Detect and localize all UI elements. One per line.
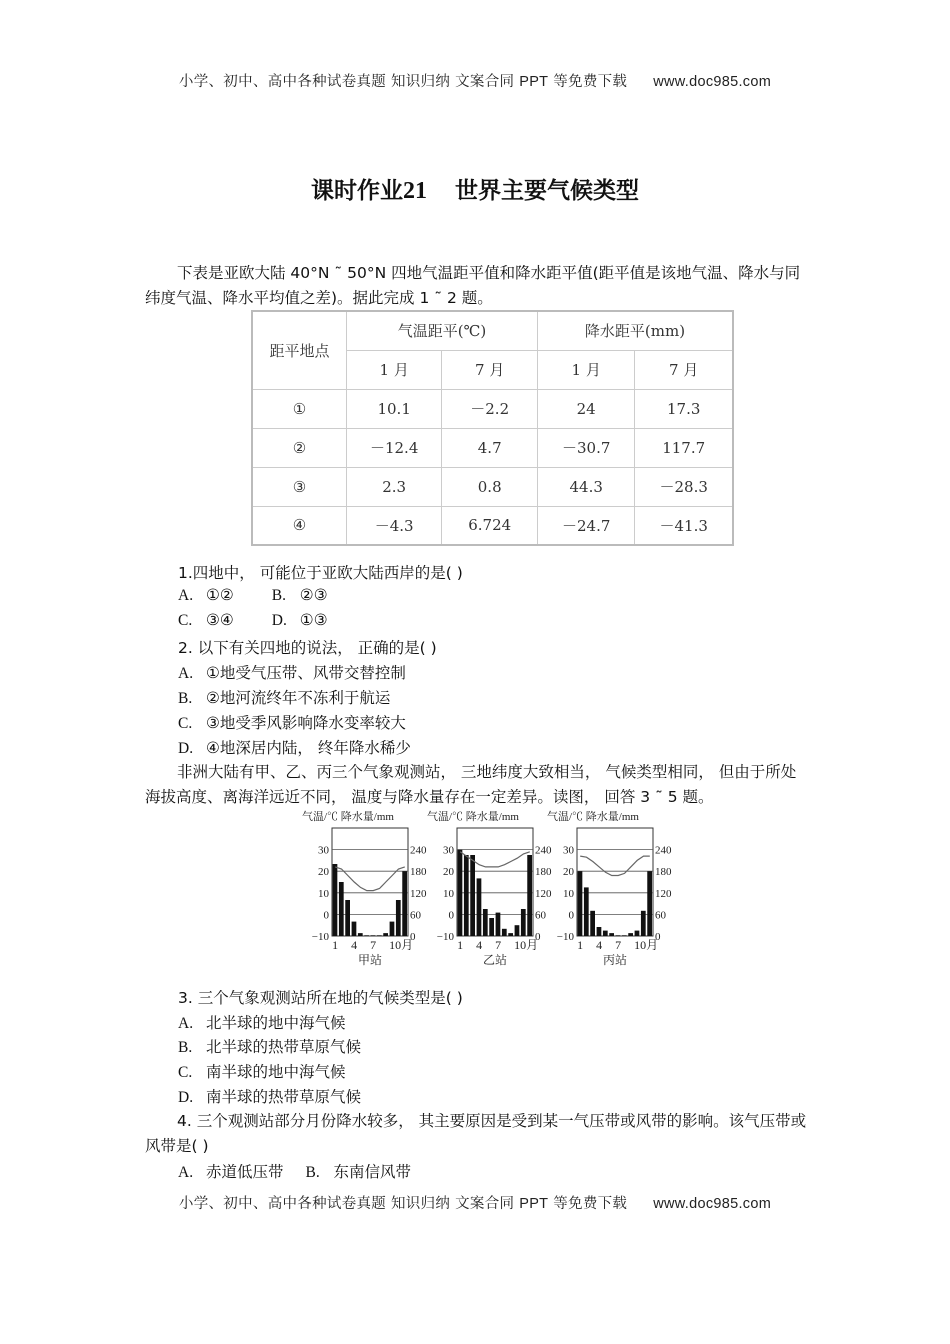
question-3-option-a[interactable] bbox=[178, 1011, 346, 1033]
intro-2-text: 非洲大陆有甲、乙、丙三个气象观测站， 三地纬度大致相当， 气候类型相同， 但由于所处海拔高度、离海洋远近不同， 温度与降水量存在一定差异。读图， 回答 3 ˜ 5 题。 bbox=[145, 763, 797, 806]
svg-text:乙站: 乙站 bbox=[482, 953, 508, 967]
table-row bbox=[252, 389, 733, 428]
table-cell: 4.7 bbox=[442, 428, 538, 467]
option-text[interactable]: ①② bbox=[206, 586, 234, 604]
table-cell: 17.3 bbox=[635, 389, 733, 428]
option-label: A. bbox=[178, 665, 194, 682]
table-cell: 2.3 bbox=[346, 467, 441, 506]
svg-text:4: 4 bbox=[476, 938, 483, 952]
svg-text:−10: −10 bbox=[311, 931, 329, 943]
svg-text:1: 1 bbox=[332, 938, 339, 952]
svg-text:甲站: 甲站 bbox=[357, 953, 383, 967]
option-text[interactable]: 东南信风带 bbox=[333, 1163, 412, 1181]
option-label: B. bbox=[178, 690, 193, 707]
question-2-stem: 2. 以下有关四地的说法， 正确的是( ) bbox=[178, 639, 437, 657]
question-3-option-b[interactable] bbox=[178, 1035, 361, 1057]
svg-text:丙站: 丙站 bbox=[602, 953, 628, 967]
svg-text:7: 7 bbox=[370, 938, 377, 952]
intro-1-text: 下表是亚欧大陆 40°N ˜ 50°N 四地气温距平值和降水距平值(距平值是该地气温、降水与同纬度气温、降水平均值之差)。据此完成 1 ˜ 2 题。 bbox=[145, 264, 801, 307]
table-cell-site: ④ bbox=[252, 506, 346, 545]
option-label: D. bbox=[178, 740, 194, 757]
table-row bbox=[252, 467, 733, 506]
table-cell: 24 bbox=[538, 389, 635, 428]
svg-text:30: 30 bbox=[318, 844, 329, 857]
svg-text:0: 0 bbox=[448, 909, 454, 922]
question-2-option-b[interactable] bbox=[178, 686, 390, 708]
svg-text:10月: 10月 bbox=[514, 938, 539, 952]
table-group-header-temp: 气温距平(℃) bbox=[346, 311, 537, 350]
option-text: 北半球的地中海气候 bbox=[206, 1014, 346, 1032]
option-text[interactable]: ①③ bbox=[299, 611, 328, 629]
footer-ppt: PPT bbox=[519, 1196, 549, 1212]
page-title bbox=[0, 172, 950, 205]
question-3-stem: 3. 三个气象观测站所在地的气候类型是( ) bbox=[178, 989, 463, 1007]
svg-text:180: 180 bbox=[410, 866, 427, 879]
svg-text:0: 0 bbox=[655, 931, 661, 943]
svg-text:10: 10 bbox=[563, 887, 574, 900]
svg-text:180: 180 bbox=[655, 866, 672, 879]
footer-text2: 等免费下载 bbox=[548, 1196, 628, 1212]
table-cell: 6.724 bbox=[442, 506, 538, 545]
table-cell: 0.8 bbox=[442, 467, 538, 506]
table-cell-site: ① bbox=[252, 389, 346, 428]
svg-text:气温/℃ 降水量/mm: 气温/℃ 降水量/mm bbox=[427, 811, 519, 823]
svg-text:0: 0 bbox=[535, 931, 541, 943]
svg-text:10: 10 bbox=[443, 887, 454, 900]
svg-text:240: 240 bbox=[535, 844, 552, 857]
svg-text:−10: −10 bbox=[436, 931, 454, 943]
climate-chart-yi bbox=[425, 808, 555, 973]
question-3-option-d[interactable] bbox=[178, 1085, 361, 1107]
table-subheader: 7 月 bbox=[442, 350, 538, 389]
page-header bbox=[0, 70, 950, 91]
header-ppt: PPT bbox=[519, 74, 549, 90]
option-text[interactable]: ③④ bbox=[206, 611, 234, 629]
question-4-text: 4. 三个观测站部分月份降水较多， 其主要原因是受到某一气压带或风带的影响。该气压带或风带是( ) bbox=[145, 1112, 807, 1155]
option-label: A. bbox=[178, 587, 194, 604]
question-1-options-row-1 bbox=[178, 586, 328, 605]
svg-text:1: 1 bbox=[577, 938, 584, 952]
intro-paragraph-1 bbox=[145, 261, 807, 311]
option-text[interactable]: ②③ bbox=[299, 586, 328, 604]
question-2-option-c[interactable] bbox=[178, 711, 406, 733]
table-cell: －28.3 bbox=[635, 467, 733, 506]
svg-text:气温/℃ 降水量/mm: 气温/℃ 降水量/mm bbox=[302, 811, 394, 823]
table-subheader: 1 月 bbox=[538, 350, 635, 389]
option-label: B. bbox=[305, 1164, 320, 1181]
table-subheader: 7 月 bbox=[635, 350, 733, 389]
svg-text:0: 0 bbox=[568, 909, 574, 922]
option-text: ③地受季风影响降水变率较大 bbox=[206, 714, 406, 732]
svg-text:0: 0 bbox=[410, 931, 416, 943]
svg-text:20: 20 bbox=[443, 866, 454, 879]
table-subheader: 1 月 bbox=[346, 350, 441, 389]
table-row bbox=[252, 428, 733, 467]
option-text: 南半球的热带草原气候 bbox=[206, 1088, 362, 1106]
table-cell: －12.4 bbox=[346, 428, 441, 467]
svg-text:10: 10 bbox=[318, 887, 329, 900]
table-cell: －24.7 bbox=[538, 506, 635, 545]
svg-text:60: 60 bbox=[535, 909, 546, 922]
table-cell: 10.1 bbox=[346, 389, 441, 428]
svg-text:−10: −10 bbox=[556, 931, 574, 943]
climate-charts bbox=[300, 808, 690, 973]
table-cell: －4.3 bbox=[346, 506, 441, 545]
page-footer bbox=[0, 1192, 950, 1213]
option-label: B. bbox=[271, 587, 287, 604]
table-row bbox=[252, 506, 733, 545]
header-text: 小学、初中、高中各种试卷真题 知识归纳 文案合同 bbox=[178, 74, 520, 90]
option-label: A. bbox=[178, 1015, 194, 1032]
svg-text:30: 30 bbox=[443, 844, 454, 857]
svg-text:20: 20 bbox=[563, 866, 574, 879]
svg-text:240: 240 bbox=[655, 844, 672, 857]
option-text: ①地受气压带、风带交替控制 bbox=[206, 664, 406, 682]
svg-text:120: 120 bbox=[655, 887, 672, 900]
option-label: C. bbox=[178, 715, 193, 732]
svg-text:10月: 10月 bbox=[389, 938, 414, 952]
option-text[interactable]: 赤道低压带 bbox=[206, 1163, 284, 1181]
table-cell-site: ③ bbox=[252, 467, 346, 506]
option-label: C. bbox=[178, 612, 193, 629]
svg-text:240: 240 bbox=[410, 844, 427, 857]
svg-text:0: 0 bbox=[323, 909, 329, 922]
option-text: 南半球的地中海气候 bbox=[206, 1063, 346, 1081]
footer-text: 小学、初中、高中各种试卷真题 知识归纳 文案合同 bbox=[178, 1196, 520, 1212]
option-label: A. bbox=[178, 1164, 194, 1181]
option-label: B. bbox=[178, 1039, 193, 1056]
question-2-option-a[interactable] bbox=[178, 661, 406, 683]
option-text: ②地河流终年不冻利于航运 bbox=[206, 689, 391, 707]
question-2-option-d[interactable] bbox=[178, 736, 411, 758]
climate-chart-bing bbox=[545, 808, 675, 973]
header-url-link[interactable]: www.doc985.com bbox=[653, 74, 772, 90]
svg-text:1: 1 bbox=[457, 938, 464, 952]
footer-url-link[interactable]: www.doc985.com bbox=[653, 1196, 772, 1212]
svg-text:60: 60 bbox=[410, 909, 421, 922]
svg-text:30: 30 bbox=[563, 844, 574, 857]
question-1-stem: 1.四地中， 可能位于亚欧大陆西岸的是( ) bbox=[178, 564, 463, 582]
option-label: D. bbox=[178, 1089, 194, 1106]
svg-text:20: 20 bbox=[318, 866, 329, 879]
option-text: ④地深居内陆， 终年降水稀少 bbox=[206, 739, 411, 757]
svg-text:60: 60 bbox=[655, 909, 666, 922]
table-cell: －41.3 bbox=[635, 506, 733, 545]
svg-text:气温/℃ 降水量/mm: 气温/℃ 降水量/mm bbox=[547, 811, 639, 823]
svg-text:7: 7 bbox=[495, 938, 502, 952]
table-cell: －30.7 bbox=[538, 428, 635, 467]
question-1-options-row-2 bbox=[178, 611, 328, 630]
svg-text:7: 7 bbox=[615, 938, 622, 952]
table-cell-site: ② bbox=[252, 428, 346, 467]
header-text2: 等免费下载 bbox=[548, 74, 628, 90]
title-topic: 世界主要气候类型 bbox=[455, 178, 639, 204]
svg-text:10月: 10月 bbox=[634, 938, 659, 952]
question-4-stem bbox=[145, 1109, 807, 1159]
anomaly-table bbox=[251, 310, 734, 546]
svg-text:180: 180 bbox=[535, 866, 552, 879]
table-cell: 117.7 bbox=[635, 428, 733, 467]
question-3-option-c[interactable] bbox=[178, 1060, 346, 1082]
table-cell: －2.2 bbox=[442, 389, 538, 428]
svg-text:4: 4 bbox=[596, 938, 603, 952]
table-cell: 44.3 bbox=[538, 467, 635, 506]
title-number: 21 bbox=[403, 178, 427, 204]
svg-text:120: 120 bbox=[410, 887, 427, 900]
option-text: 北半球的热带草原气候 bbox=[206, 1038, 362, 1056]
climate-chart-jia bbox=[300, 808, 430, 973]
table-group-header-precip: 降水距平(mm) bbox=[538, 311, 733, 350]
intro-paragraph-2 bbox=[145, 760, 807, 810]
svg-text:120: 120 bbox=[535, 887, 552, 900]
svg-text:4: 4 bbox=[351, 938, 358, 952]
table-corner: 距平地点 bbox=[252, 311, 346, 389]
option-label: D. bbox=[271, 612, 287, 629]
option-label: C. bbox=[178, 1064, 193, 1081]
title-prefix: 课时作业 bbox=[311, 178, 403, 204]
question-4-options bbox=[178, 1160, 411, 1182]
